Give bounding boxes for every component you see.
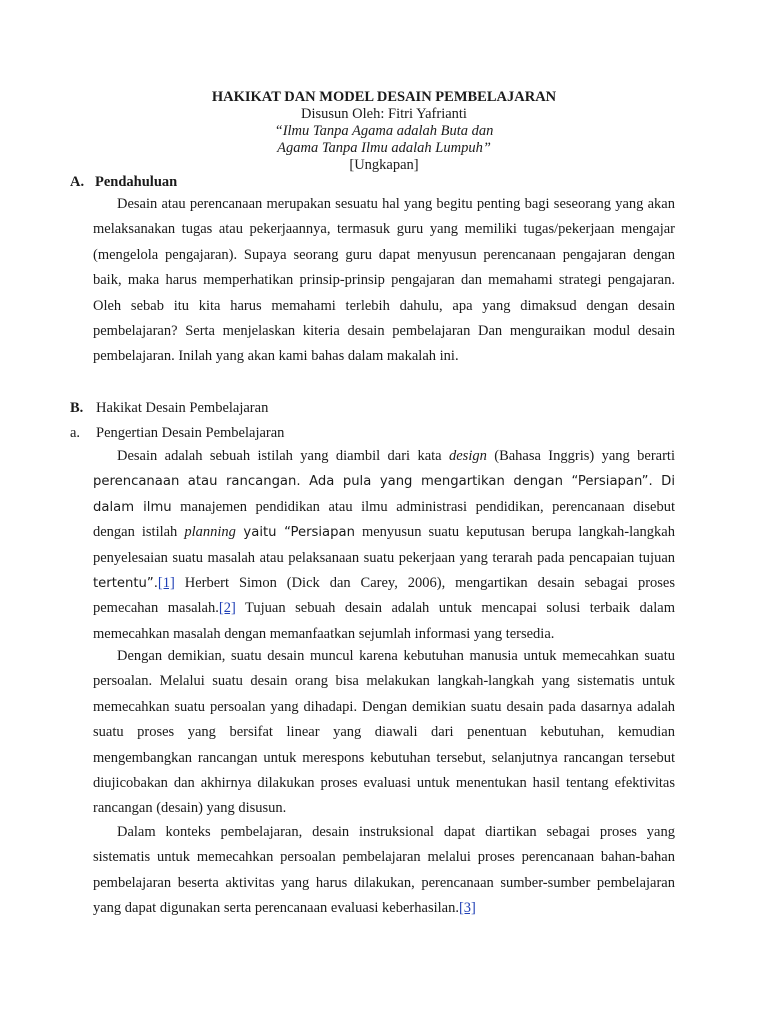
- intro-paragraph-text: Desain atau perencanaan merupakan sesuatu hal yang begitu penting bagi seseorang yang akan melaksanakan tugas atau pekerjaannya, termasuk guru yang memiliki tugas/pekerjaan mengajar (mengelola pengajaran). Supaya seorang guru dapat menyusun perencanaan pengajaran dengan baik, maka harus memperhatikan prinsip-prinsip pengajaran dan memahami strategi pengajaran. Oleh sebab itu kita harus memahami terlebih dahulu, apa yang dimaksud dengan desain pembelajaran? Serta menjelaskan kiteria desain pembelajaran Dan menguraikan modul desain pembelajaran. Inilah yang akan kami bahas dalam makalah ini.: [93, 196, 675, 365]
- subsection-a-marker: a.: [70, 425, 81, 441]
- text-run: perencanaan atau rancangan. Ada pula yang mengartikan dengan “Persiapan”. Di dalam ilmu: [93, 474, 675, 515]
- subsection-a-heading: Pengertian Desain Pembelajaran: [96, 425, 285, 441]
- text-run: Herbert Simon (Dick dan Carey, 2006), mengartikan desain sebagai proses pemecahan masalah.: [93, 575, 675, 617]
- author-line: Disusun Oleh: Fitri Yafrianti: [301, 106, 467, 122]
- text-run: manajemen pendidikan atau ilmu administrasi pendidikan, perencanaan disebut dengan istilah: [93, 498, 675, 541]
- document-title: HAKIKAT DAN MODEL DESAIN PEMBELAJARAN: [211, 89, 557, 105]
- quote-line-1: “Ilmu Tanpa Agama adalah Buta dan: [274, 123, 494, 139]
- text-run: yaitu “Persiapan: [235, 525, 355, 541]
- text-run: (Bahasa Inggris) yang berarti: [486, 448, 675, 464]
- text-run: menyusun suatu keputusan berupa langkah-langkah penyelesaian suatu masalah atau pelaksanaan suatu pekerjaan yang terarah pada pencapaian tujuan: [93, 524, 675, 566]
- text-run: Tujuan sebuah desain adalah untuk mencapai solusi terbaik dalam memecahkan masalah dengan memanfaatkan sejumlah informasi yang tersedia.: [93, 600, 675, 642]
- instructional-design-paragraph-text: [93, 820, 675, 922]
- section-b-marker: B.: [70, 400, 84, 416]
- planning-term: planning: [184, 524, 236, 541]
- text-run: tertentu”.: [93, 576, 158, 592]
- footnote-link-1[interactable]: [1]: [157, 575, 175, 592]
- intro-paragraph: [93, 192, 675, 370]
- section-a-marker: A.: [70, 174, 85, 190]
- section-b-heading: Hakikat Desain Pembelajaran: [96, 400, 269, 416]
- quote-label: [Ungkapan]: [349, 157, 419, 173]
- definition-paragraph: [93, 444, 675, 647]
- instructional-design-paragraph: [93, 820, 675, 922]
- footnote-link-3[interactable]: [3]: [458, 900, 476, 917]
- design-need-paragraph: [93, 644, 675, 822]
- section-a-heading: Pendahuluan: [95, 174, 178, 190]
- text-run: Desain adalah sebuah istilah yang diambil dari kata: [117, 448, 449, 464]
- footnote-link-2[interactable]: [2]: [218, 600, 236, 617]
- design-term: design: [449, 448, 487, 464]
- quote-line-2: Agama Tanpa Ilmu adalah Lumpuh”: [277, 140, 491, 156]
- design-need-paragraph-text: Dengan demikian, suatu desain muncul karena kebutuhan manusia untuk memecahkan suatu persoalan. Melalui suatu desain orang bisa melakukan langkah-langkah yang sistematis untuk memecahkan suatu persoalan yang dihadapi. Dengan demikian suatu desain pada dasarnya adalah suatu proses yang bersifat linear yang diawali dari penentuan kebutuhan, kemudian mengembangkan rancangan untuk merespons kebutuhan tersebut, selanjutnya rancangan tersebut diujicobakan dan akhirnya dilakukan proses evaluasi untuk menentukan hasil tentang efektivitas rancangan (desain) yang disusun.: [93, 648, 675, 817]
- definition-paragraph-text: [93, 444, 675, 647]
- text-run: Dalam konteks pembelajaran, desain instruksional dapat diartikan sebagai proses yang sistematis untuk memecahkan persoalan pembelajaran melalui proses perencanaan bahan-bahan pembelajaran beserta aktivitas yang harus dilakukan, perencanaan sumber-sumber pembelajaran yang dapat digunakan serta perencanaan evaluasi keberhasilan.: [93, 824, 675, 917]
